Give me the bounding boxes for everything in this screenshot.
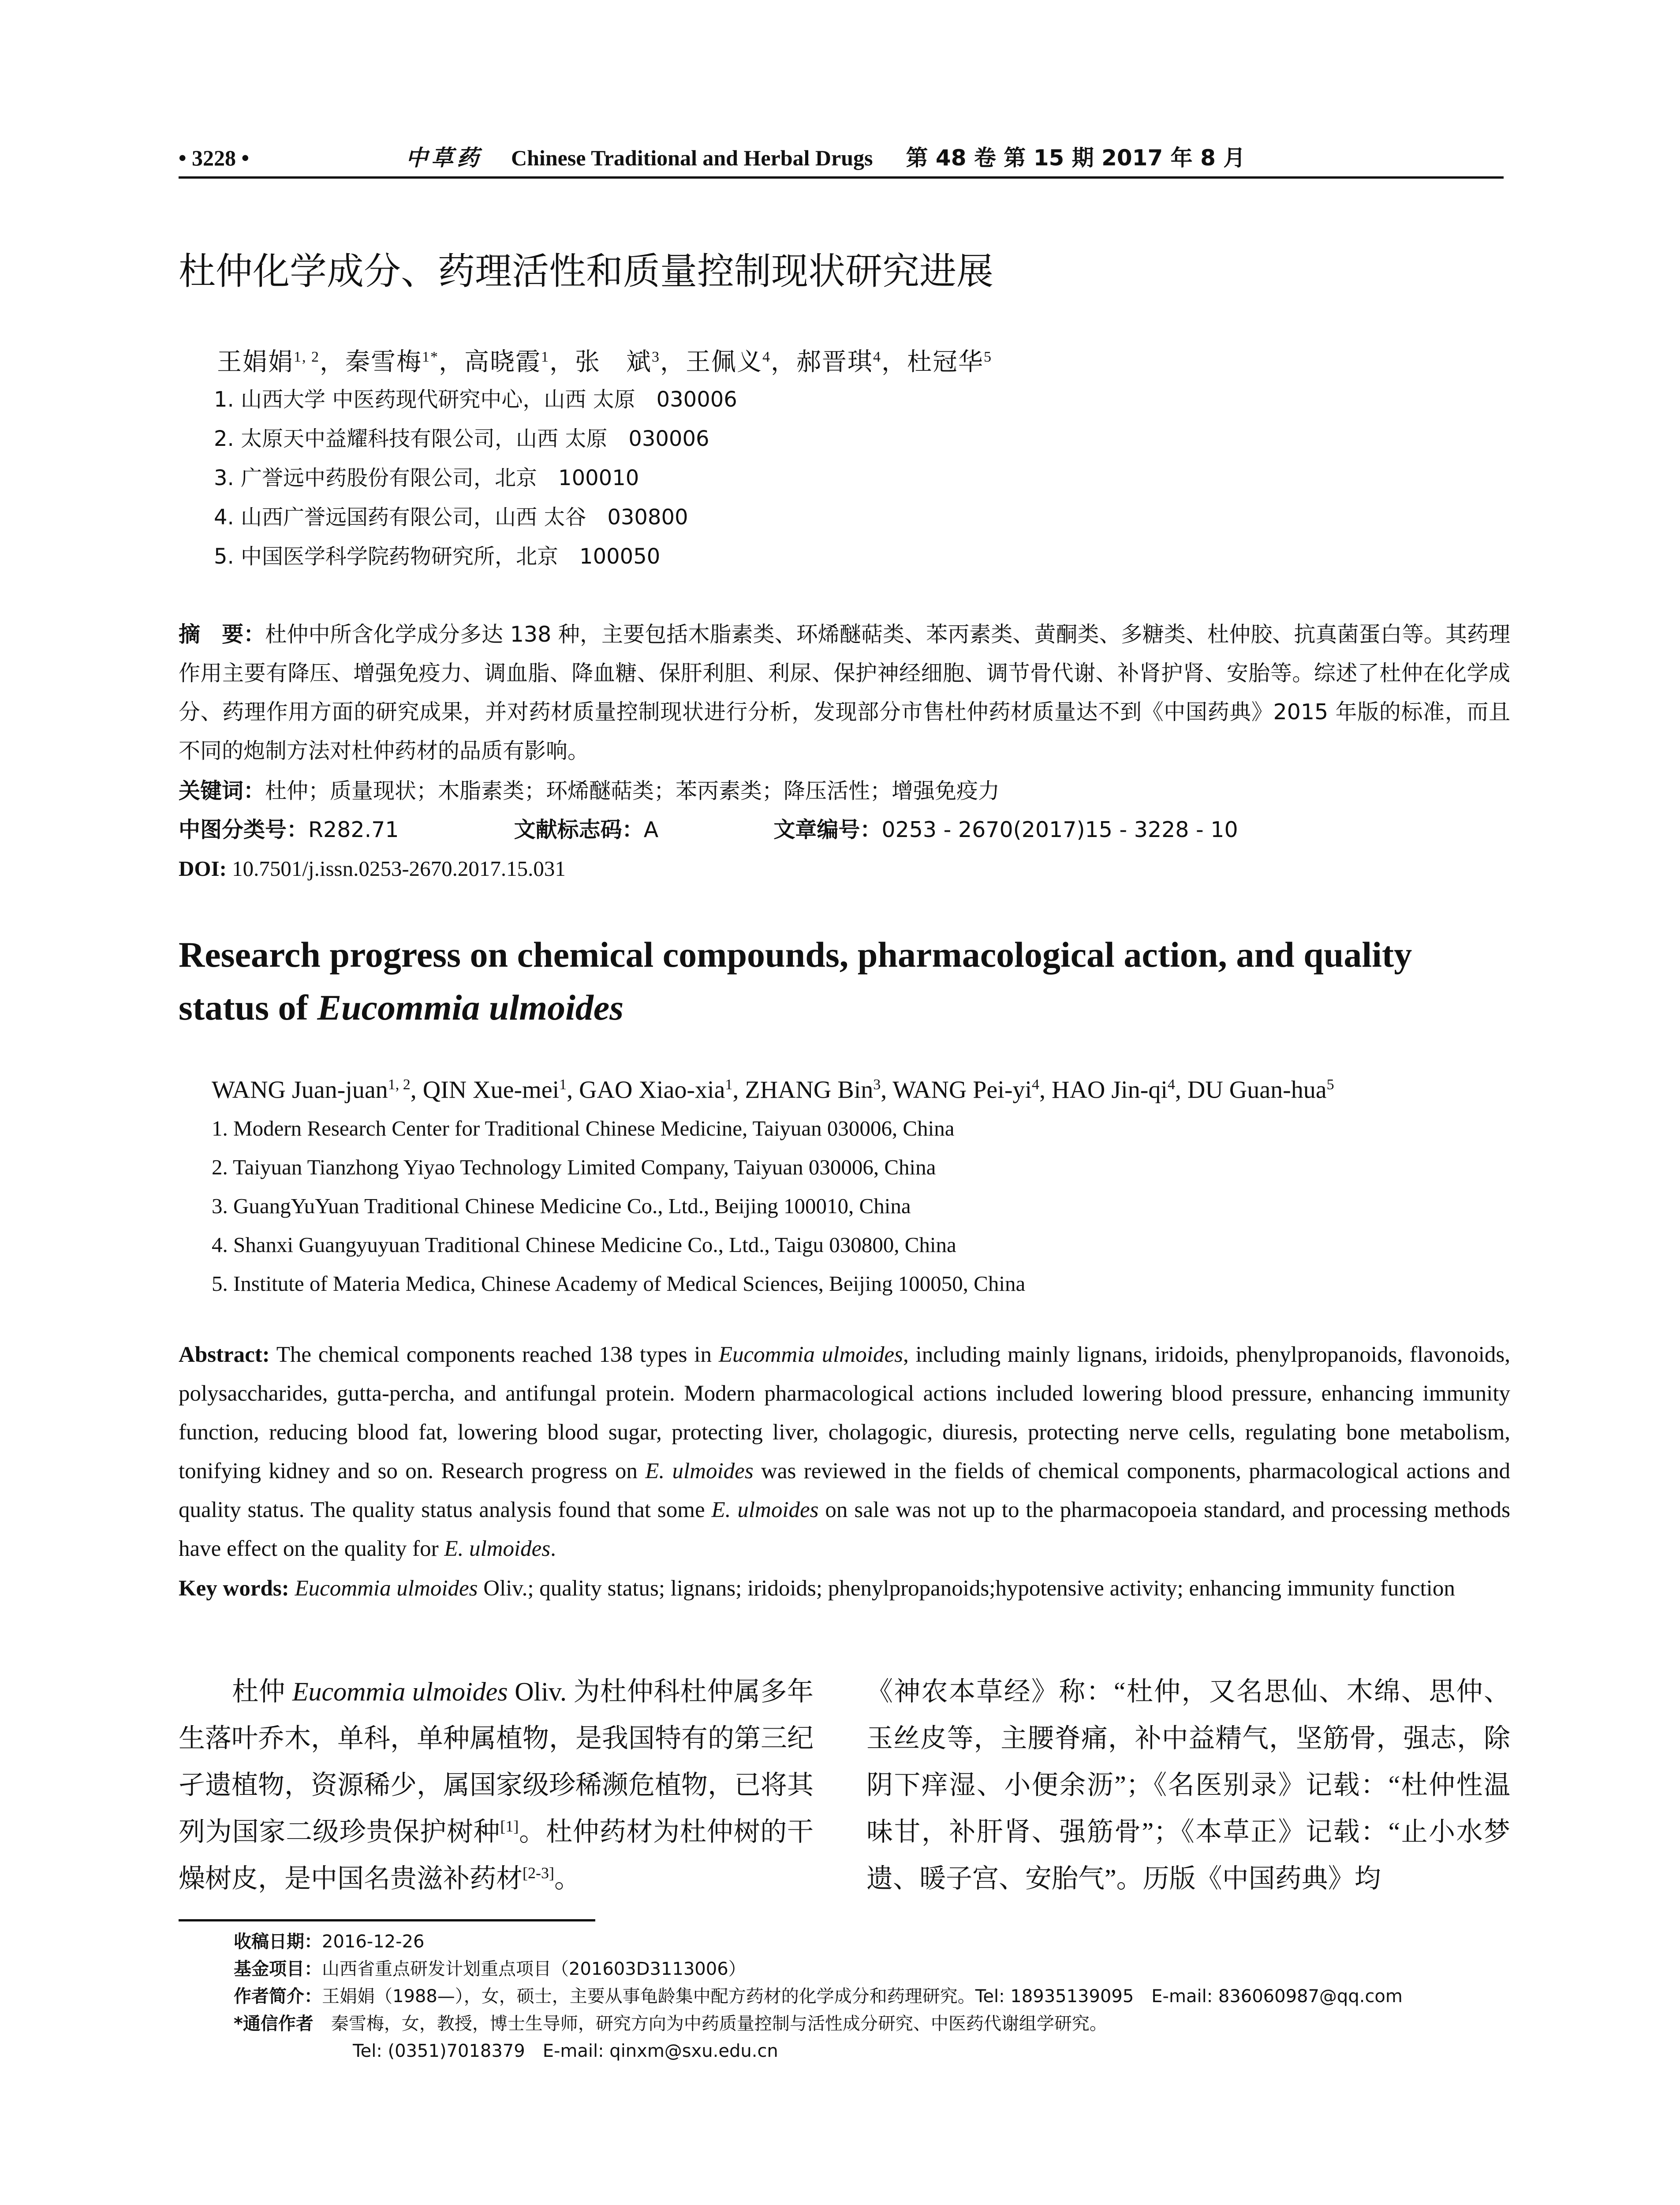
body-text: Oliv. 为杜仲科杜仲属多年生落叶乔木，单科，单种属植物，是我国特有的第三纪孑遗植物，资源稀少，属国家级珍稀濒危植物，已将其列为国家二级珍贵保护树种 (179, 1677, 814, 1846)
footnote-label: 基金项目： (234, 1959, 322, 1979)
abstract-en-species: E. ulmoides (444, 1536, 551, 1561)
author-name: DU Guan-hua (1187, 1076, 1327, 1104)
footnote-label: 收稿日期： (234, 1932, 322, 1952)
body-text: 《神农本草经》称：“杜仲，又名思仙、木绵、思仲、玉丝皮等，主腰脊痛，补中益精气，坚筋骨，强志，除阴下痒湿、小便余沥”；《名医别录》记载：“杜仲性温味甘，补肝肾、强筋骨”；《本草正》记载：“止小水梦遗、暖子宫、安胎气”。历版《中国药典》均 (866, 1677, 1510, 1893)
header-rule (179, 176, 1504, 179)
author-affiliation-mark: 3 (652, 349, 660, 365)
author-affiliation-mark: 3 (873, 1076, 881, 1093)
author-name: WANG Pei-yi (892, 1076, 1032, 1104)
author-affiliation-mark: 1, 2 (294, 349, 320, 365)
title-en-species: Eucommia ulmoides (317, 987, 624, 1028)
abstract-en-part: was reviewed in the fields of chemical components, pharmacological actions and quality status. The quality status analysis found that some (179, 1459, 1510, 1522)
title-en-main: Research progress on chemical compounds, pharmacological action, and quality status of (179, 934, 1412, 1028)
affiliation-item: 1. 山西大学 中医药现代研究中心，山西 太原 030006 (214, 387, 737, 412)
author-name: QIN Xue-mei (422, 1076, 560, 1104)
keywords-label-cn: 关键词： (179, 778, 265, 804)
running-header (179, 140, 1504, 176)
citation-ref[interactable]: [1] (500, 1817, 519, 1835)
page-title-en (179, 928, 1510, 1034)
doc-code-label: 文献标志码： (514, 817, 644, 842)
footnote-author (234, 1983, 1403, 2010)
author-name: WANG Juan-juan (212, 1076, 388, 1104)
author-affiliation-mark: 1, 2 (388, 1076, 411, 1093)
affiliation-item: 2. Taiyuan Tianzhong Yiyao Technology Limited Company, Taiyuan 030006, China (212, 1155, 936, 1179)
affiliation-list-en (212, 1109, 1025, 1303)
keywords-en-text: Oliv.; quality status; lignans; iridoids; phenylpropanoids;hypotensive activity; enhancing immunity function (478, 1576, 1455, 1601)
author-affiliation-mark: 4 (762, 349, 771, 365)
body-text: 。杜仲药材为杜仲树的干燥树皮，是中国名贵滋补药材 (179, 1817, 814, 1893)
citation-ref[interactable]: [2-3] (523, 1864, 554, 1882)
affiliation-item: 3. GuangYuYuan Traditional Chinese Medicine Co., Ltd., Beijing 100010, China (212, 1194, 911, 1218)
doi-label: DOI: (179, 856, 227, 881)
author-affiliation-mark: 1 (541, 349, 549, 365)
abstract-en (179, 1335, 1510, 1568)
page-title-cn: 杜仲化学成分、药理活性和质量控制现状研究进展 (179, 250, 994, 293)
footnote-label: 作者简介： (234, 1986, 322, 2007)
abstract-text-cn: 杜仲中所含化学成分多达 138 种，主要包括木脂素类、环烯醚萜类、苯丙素类、黄酮类、多糖类、杜仲胶、抗真菌蛋白等。其药理作用主要有降压、增强免疫力、调血脂、降血糖、保肝利胆、利尿、保护神经细胞、调节骨代谢、补肾护肾、安胎等。综述了杜仲在化学成分、药理作用方面的研究成果，并对药材质量控制现状进行分析，发现部分市售杜仲药材质量达不到《中国药典》2015 年版的标准，而且不同的炮制方法对杜仲药材的品质有影响。 (179, 622, 1510, 763)
author-affiliation-mark: 4 (1032, 1076, 1040, 1093)
affiliation-item: 4. 山西广誉远国药有限公司，山西 太谷 030800 (214, 505, 688, 530)
body-text: 杜仲 (179, 1677, 292, 1706)
author-affiliation-mark: 5 (984, 349, 992, 365)
page-marker: • 3228 • (179, 146, 250, 170)
abstract-en-part: on sale was not up to the pharmacopoeia standard, and processing methods have effect on the quality for (179, 1498, 1510, 1561)
classification-line (179, 811, 1510, 849)
abstract-cn (179, 615, 1510, 770)
author-affiliation-mark: 1 (725, 1076, 733, 1093)
footnote-received (234, 1928, 1403, 1955)
author-affiliation-mark: 4 (873, 349, 881, 365)
clc-label: 中图分类号： (179, 817, 309, 842)
keywords-en (179, 1569, 1510, 1608)
author-affiliation-mark: 4 (1167, 1076, 1175, 1093)
footnote-text: 秦雪梅，女，教授，博士生导师，研究方向为中药质量控制与活性成分研究、中医药代谢组学研究。 (313, 2014, 1107, 2034)
doi-value: 10.7501/j.issn.0253-2670.2017.15.031 (232, 856, 566, 881)
affiliation-item: 3. 广誉远中药股份有限公司，北京 100010 (214, 466, 639, 490)
author-affiliation-mark: 1* (422, 349, 439, 365)
doc-code-value: A (643, 817, 659, 842)
author-name: 秦雪梅 (345, 348, 422, 376)
author-name: HAO Jin-qi (1052, 1076, 1168, 1104)
journal-en-name: Chinese Traditional and Herbal Drugs (511, 146, 873, 170)
author-name: 王佩义 (686, 348, 762, 376)
abstract-label-en: Abstract: (179, 1342, 270, 1367)
abstract-en-species: Eucommia ulmoides (718, 1342, 903, 1367)
abstract-en-species: E. ulmoides (711, 1498, 819, 1522)
affiliation-item: 1. Modern Research Center for Traditional Chinese Medicine, Taiyuan 030006, China (212, 1116, 955, 1140)
body-species: Eucommia ulmoides (292, 1677, 508, 1706)
author-name: GAO Xiao-xia (579, 1076, 725, 1104)
affiliation-item: 5. Institute of Materia Medica, Chinese Academy of Medical Sciences, Beijing 100050, China (212, 1271, 1026, 1296)
footnote-rule (179, 1919, 595, 1921)
article-no-value: 0253 - 2670(2017)15 - 3228 - 10 (881, 817, 1238, 842)
journal-cn-name: 中草药 (406, 145, 483, 171)
affiliation-list-cn (214, 380, 737, 576)
keywords-label-en: Key words: (179, 1576, 289, 1601)
footnote-text: 2016-12-26 (322, 1932, 425, 1952)
doi-line (179, 849, 566, 888)
keywords-en-species: Eucommia ulmoides (289, 1576, 478, 1601)
abstract-en-species: E. ulmoides (645, 1459, 754, 1484)
abstract-label-cn: 摘 要： (179, 622, 265, 647)
footnote-label: *通信作者 (234, 2014, 314, 2034)
author-affiliation-mark: 5 (1326, 1076, 1334, 1093)
affiliation-item: 2. 太原天中益耀科技有限公司，山西 太原 030006 (214, 426, 709, 451)
author-list-cn: 王娟娟$^{1, 2}$，秦雪梅$^{1*}$，高晓霞$^1$，张 斌$^3$，王佩义$^4$，郝晋琪$^4$，杜冠华$^5$ (217, 348, 992, 376)
author-name: ZHANG Bin (745, 1076, 874, 1104)
footnote-fund (234, 1955, 1403, 1983)
body-column-right (866, 1668, 1510, 1902)
author-name: 杜冠华 (907, 348, 984, 376)
footnotes (234, 1928, 1403, 2065)
author-name: 郝晋琪 (796, 348, 873, 376)
footnote-corresponding (234, 2010, 1403, 2037)
abstract-en-part: . (550, 1536, 556, 1561)
footnote-text: 王娟娟（1988—），女，硕士，主要从事龟龄集中配方药材的化学成分和药理研究。Tel: 18935139095 E-mail: 836060987@qq.com (322, 1986, 1403, 2007)
abstract-en-part: , including mainly lignans, iridoids, phenylpropanoids, flavonoids, polysaccharides, gutta-percha, and antifungal protein. Modern pharmacological actions included lowering blood pressure, enhancing immunity function, reducing blood fat, lowering blood sugar, protecting liver, cholagogic, diuresis, protecting nerve cells, regulating bone metabolism, tonifying kidney and so on. Research progress on (179, 1342, 1510, 1484)
clc-value: R282.71 (308, 817, 399, 842)
keywords-cn (179, 772, 1510, 811)
author-name: 高晓霞 (464, 348, 541, 376)
affiliation-item: 4. Shanxi Guangyuyuan Traditional Chinese Medicine Co., Ltd., Taigu 030800, China (212, 1233, 956, 1257)
abstract-en-part: The chemical components reached 138 types in (269, 1342, 719, 1367)
body-text: 。 (554, 1864, 581, 1893)
author-name: 张 斌 (575, 348, 652, 376)
article-no-label: 文章编号： (773, 817, 882, 842)
author-list-en: WANG Juan-juan$^{1, 2}$, QIN Xue-mei$^1$, GAO Xiao-xia$^1$, ZHANG Bin$^3$, WANG Pei-$yi^4$, HAO Jin-$qi^4$, DU Guan-hua$^5$ (212, 1076, 1334, 1104)
keywords-text-cn: 杜仲；质量现状；木脂素类；环烯醚萜类；苯丙素类；降压活性；增强免疫力 (265, 778, 1000, 804)
journal-issue: 第 48 卷 第 15 期 2017 年 8 月 (906, 145, 1246, 171)
footnote-contact: Tel: (0351)7018379 E-mail: qinxm@sxu.edu.cn (353, 2041, 778, 2061)
affiliation-item: 5. 中国医学科学院药物研究所，北京 100050 (214, 544, 661, 569)
body-column-left (179, 1668, 814, 1902)
author-affiliation-mark: 1 (559, 1076, 567, 1093)
author-name: 王娟娟 (217, 348, 294, 376)
footnote-text: 山西省重点研发计划重点项目（201603D3113006） (322, 1959, 746, 1979)
